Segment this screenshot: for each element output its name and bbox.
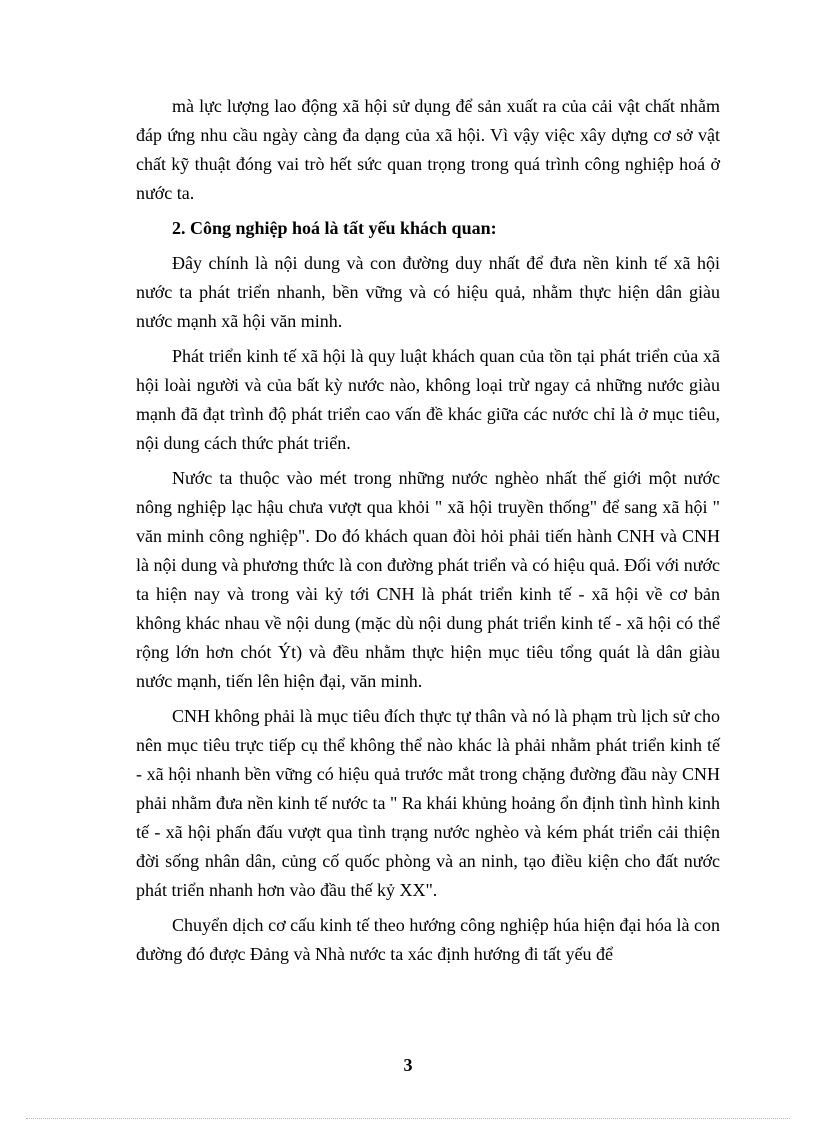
paragraph: CNH không phải là mục tiêu đích thực tự thân và nó là phạm trù lịch sử cho nên mục tiêu trực tiếp cụ thể không thể nào khác là phải nhằm phát triển kinh tế - xã hội nhanh bền vững có hiệu quả trước mắt trong chặng đường đầu này CNH phải nhằm đưa nền kinh tế nước ta " Ra khái khủng hoảng ổn định tình hình kinh tế - xã hội phấn đấu vượt qua tình trạng nước nghèo và kém phát triển cải thiện đời sống nhân dân, củng cố quốc phòng và an ninh, tạo điều kiện cho đất nước phát triển nhanh hơn vào đầu thế kỷ XX".	[136, 706, 720, 900]
page-number: 3	[403, 1055, 413, 1075]
section-heading: 2. Công nghiệp hoá là tất yếu khách quan:	[172, 218, 497, 238]
paragraph: Chuyển dịch cơ cấu kinh tế theo hướng công nghiệp húa hiện đại hóa là con đường đó được Đảng và Nhà nước ta xác định hướng đi tất yếu để	[136, 915, 720, 964]
paragraph: Đây chính là nội dung và con đường duy nhất để đưa nền kinh tế xã hội nước ta phát triển nhanh, bền vững và có hiệu quả, nhằm thực hiện dân giàu nước mạnh xã hội văn minh.	[136, 253, 720, 331]
paragraph: Nước ta thuộc vào mét trong những nước nghèo nhất thế giới một nước nông nghiệp lạc hậu chưa vượt qua khỏi " xã hội truyền thống" để sang xã hội " văn minh công nghiệp". Do đó khách quan đòi hỏi phải tiến hành CNH và CNH là nội dung và phương thức là con đường phát triển và có hiệu quả. Đối với nước ta hiện nay và trong vài kỷ tới CNH là phát triển kinh tế - xã hội về cơ bản không khác nhau về nội dung (mặc dù nội dung phát triển kinh tế - xã hội có thể rộng lớn hơn chót Ýt) và đều nhằm thực hiện mục tiêu tổng quát là dân giàu nước mạnh, tiến lên hiện đại, văn minh.	[136, 468, 720, 691]
paragraph-continuation: mà lực lượng lao động xã hội sử dụng để sản xuất ra của cải vật chất nhằm đáp ứng nhu cầu ngày càng đa dạng của xã hội. Vì vậy việc xây dựng cơ sở vật chất kỹ thuật đóng vai trò hết sức quan trọng trong quá trình công nghiệp hoá ở nước ta.	[136, 96, 720, 203]
paragraph: Phát triển kinh tế xã hội là quy luật khách quan của tồn tại phát triển của xã hội loài người và của bất kỳ nước nào, không loại trừ ngay cả những nước giàu mạnh đã đạt trình độ phát triển cao vấn đề khác giữa các nước chỉ là ở mục tiêu, nội dung cách thức phát triển.	[136, 346, 720, 453]
page-body	[136, 92, 720, 975]
footer-divider	[26, 1118, 790, 1119]
